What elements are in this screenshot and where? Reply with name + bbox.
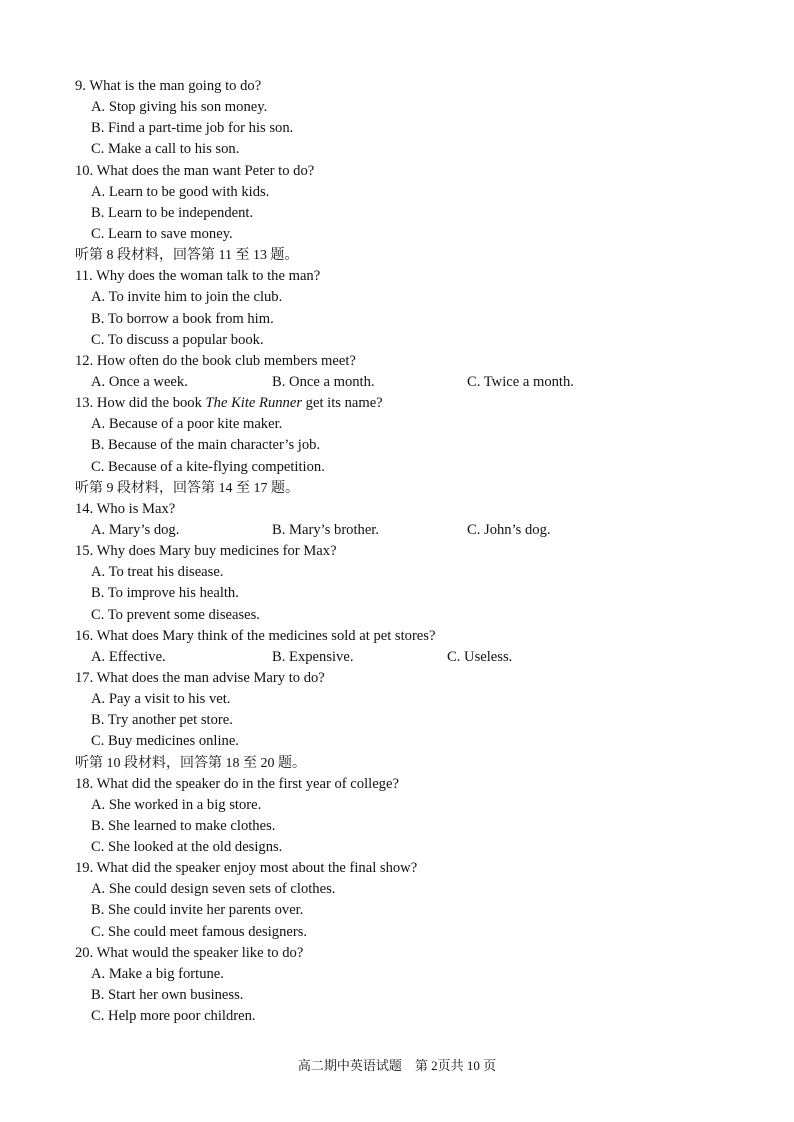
option-b: B. She could invite her parents over.	[91, 902, 304, 919]
option-c: C. She could meet famous designers.	[91, 923, 308, 940]
question-stem: 20. What would the speaker like to do?	[75, 944, 304, 961]
section-instruction: 听第 8 段材料，回答第 11 至 13 题。	[75, 248, 299, 264]
option-a: A. To treat his disease.	[91, 564, 224, 581]
option-a: A. She worked in a big store.	[91, 796, 262, 813]
exam-page	[75, 76, 755, 1027]
option-a: A. Make a big fortune.	[91, 965, 224, 982]
question-stem: 12. How often do the book club members meet?	[75, 352, 356, 369]
option-b: B. Once a month.	[272, 373, 375, 390]
option-b: B. Try another pet store.	[91, 712, 233, 729]
option-a: A. Because of a poor kite maker.	[91, 416, 283, 433]
option-b: B. To improve his health.	[91, 585, 239, 602]
option-c: C. Learn to save money.	[91, 225, 233, 242]
option-c: C. She looked at the old designs.	[91, 839, 283, 856]
option-a: A. Pay a visit to his vet.	[91, 691, 231, 708]
question-stem	[75, 393, 755, 414]
option-a: A. Mary’s dog.	[91, 521, 180, 538]
option-c: C. Useless.	[447, 648, 513, 665]
option-b: B. Because of the main character’s job.	[91, 437, 321, 454]
question-stem: 18. What did the speaker do in the first year of college?	[75, 775, 399, 792]
option-c: C. John’s dog.	[467, 521, 551, 538]
option-c: C. Twice a month.	[467, 373, 574, 390]
question-stem: 16. What does Mary think of the medicines sold at pet stores?	[75, 627, 436, 644]
page-footer: 高二期中英语试题 第 2页共 10 页	[297, 1058, 497, 1073]
section-instruction: 听第 10 段材料，回答第 18 至 20 题。	[75, 755, 306, 771]
question-stem: 15. Why does Mary buy medicines for Max?	[75, 543, 337, 560]
option-a: A. Learn to be good with kids.	[91, 183, 270, 200]
options-row	[75, 372, 755, 393]
option-b: B. Start her own business.	[91, 987, 244, 1004]
option-a: A. To invite him to join the club.	[91, 289, 283, 306]
question-stem: 11. Why does the woman talk to the man?	[75, 268, 321, 285]
option-a: A. Stop giving his son money.	[91, 99, 268, 116]
stem-text: 13. How did the book	[75, 395, 206, 412]
option-b: B. Expensive.	[272, 648, 354, 665]
question-stem: 19. What did the speaker enjoy most about the final show?	[75, 860, 418, 877]
option-b: B. Learn to be independent.	[91, 204, 254, 221]
section-instruction: 听第 9 段材料，回答第 14 至 17 题。	[75, 480, 299, 496]
option-b: B. Find a part-time job for his son.	[91, 120, 294, 137]
options-row	[75, 647, 755, 668]
book-title: The Kite Runner	[205, 395, 303, 412]
option-c: C. Because of a kite-flying competition.	[91, 458, 325, 475]
option-c: C. To prevent some diseases.	[91, 606, 260, 623]
option-c: C. To discuss a popular book.	[91, 331, 264, 348]
question-stem: 17. What does the man advise Mary to do?	[75, 669, 325, 686]
option-a: A. She could design seven sets of clothes.	[91, 881, 336, 898]
option-b: B. She learned to make clothes.	[91, 817, 276, 834]
option-c: C. Make a call to his son.	[91, 141, 240, 158]
option-a: A. Once a week.	[91, 373, 188, 390]
option-b: B. To borrow a book from him.	[91, 310, 274, 327]
option-b: B. Mary’s brother.	[272, 521, 380, 538]
question-stem: 10. What does the man want Peter to do?	[75, 162, 315, 179]
options-row	[75, 520, 755, 541]
option-c: C. Help more poor children.	[91, 1008, 256, 1025]
option-c: C. Buy medicines online.	[91, 733, 239, 750]
stem-text: get its name?	[302, 395, 383, 412]
question-stem: 9. What is the man going to do?	[75, 78, 262, 94]
question-stem: 14. Who is Max?	[75, 500, 176, 517]
option-a: A. Effective.	[91, 648, 166, 665]
